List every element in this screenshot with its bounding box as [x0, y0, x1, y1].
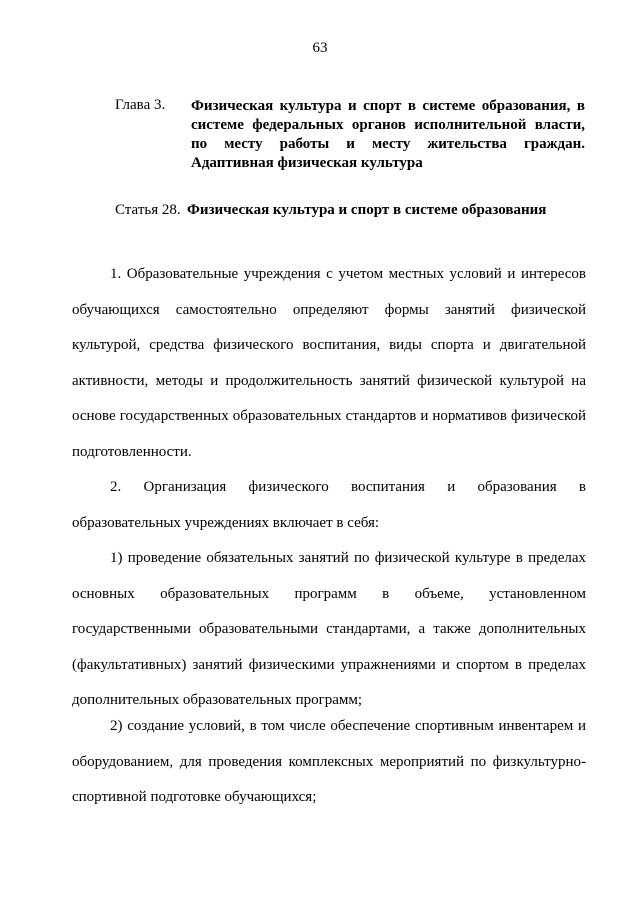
page-number: 63 [312, 40, 328, 56]
chapter-label: Глава 3. [115, 97, 166, 113]
paragraph-3: 1) проведение обязательных занятий по физической культуре в пределах основных образовательных программ в объеме, установленном государственными образовательными стандартами, а также дополнительных (факультативных) занятий физическими упражнениями и спортом в пределах дополнительных образовательных программ; [72, 550, 586, 708]
paragraph-4: 2) создание условий, в том числе обеспечение спортивным инвентарем и оборудованием, для проведения комплексных мероприятий по физкультурно-спортивной подготовке обучающихся; [72, 718, 586, 805]
article-label: Статья 28. [115, 202, 181, 218]
chapter-title: Физическая культура и спорт в системе образования, в системе федеральных органов исполнительной власти, по месту работы и месту жительства граждан. Адаптивная физическая культура [191, 98, 585, 171]
article-heading [115, 202, 585, 219]
paragraph-2: 2. Организация физического воспитания и образования в образовательных учреждениях включает в себя: [72, 479, 586, 531]
article-title: Физическая культура и спорт в системе образования [187, 202, 547, 218]
paragraph-1: 1. Образовательные учреждения с учетом местных условий и интересов обучающихся самостоятельно определяют формы занятий физической культурой, средства физического воспитания, виды спорта и двигательной активности, методы и продолжительность занятий физической культурой на основе государственных образовательных стандартов и нормативов физической подготовленности. [72, 266, 586, 460]
